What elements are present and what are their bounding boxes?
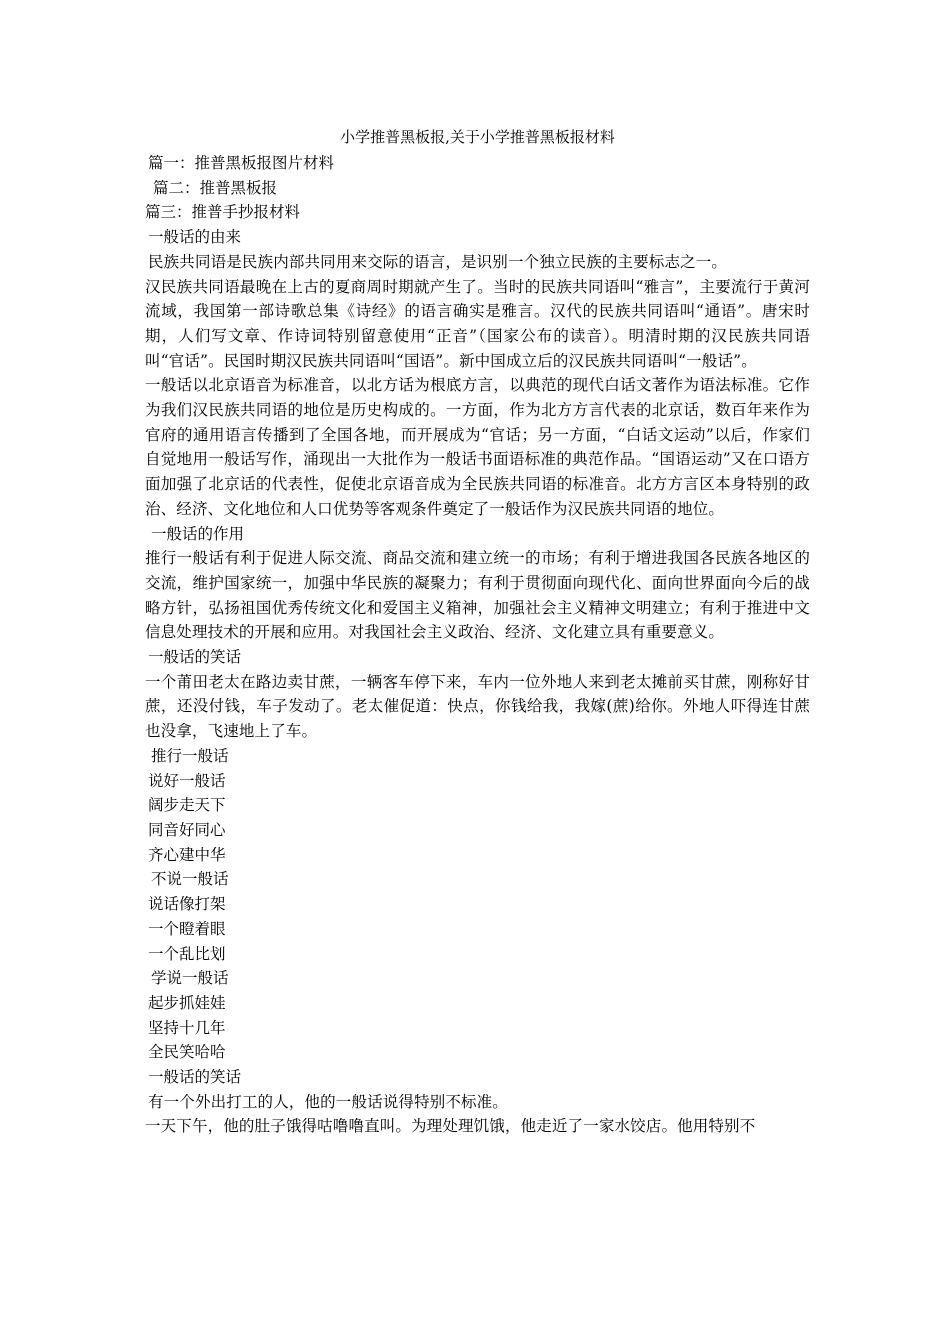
heading-part-3: 篇三：推普手抄报材料 <box>145 203 301 222</box>
verse-line: 推行一般话 <box>151 746 229 765</box>
heading-part-1: 篇一：推普黑板报图片材料 <box>148 154 335 172</box>
verse-line: 学说一般话 <box>151 969 229 988</box>
verse-line: 说话像打架 <box>148 895 226 914</box>
verse-line: 一个瞪着眼 <box>148 919 226 938</box>
heading-part-2: 篇二：推普黑板报 <box>153 178 278 197</box>
verse-line: 坚持十几年 <box>148 1018 226 1037</box>
verse-line: 同音好同心 <box>148 820 226 839</box>
section-heading-origin: 一般话的由来 <box>148 228 242 247</box>
section-heading-function: 一般话的作用 <box>151 524 245 543</box>
paragraph-function-1: 推行一般话有利于促进人际交流、商品交流和建立统一的市场；有利于增进我国各民族各地区的交流，维护国家统一，加强中华民族的凝聚力；有利于贯彻面向现代化、面向世界面向今后的战略方针，弘扬祖国优秀传统文化和爱国主义箱神，加强社会主义精神文明建立；有利于推进中文信息处理技术的开展和应用。对我国社会主义政治、经济、文化建立具有重要意义。 <box>145 549 810 642</box>
section-heading-joke: 一般话的笑话 <box>148 648 242 667</box>
section-heading-joke-2: 一般话的笑话 <box>148 1068 242 1087</box>
paragraph-joke-2-1: 有一个外出打工的人，他的一般话说得特别不标准。 <box>148 1092 508 1111</box>
paragraph-joke-1: 一个莆田老太在路边卖甘蔗，一辆客车停下来，车内一位外地人来到老太摊前买甘蔗，刚称好甘蔗，还没付钱，车子发动了。老太催促道：快点，你钱给我，我嫁(蔗)给你。外地人吓得连甘蔗也没拿，飞速地上了车。 <box>145 672 810 741</box>
verse-line: 说好一般话 <box>148 771 226 790</box>
paragraph-origin-2: 汉民族共同语最晚在上古的夏商周时期就产生了。当时的民族共同语叫“雅言”，主要流行于黄河流域，我国第一部诗歌总集《诗经》的语言确实是雅言。汉代的民族共同语叫“通语”。唐宋时期，人们写文章、作诗词特别留意使用“正音”（国家公布的读音）。明清时期的汉民族共同语叫“官话”。民国时期汉民族共同语叫“国语”。新中国成立后的汉民族共同语叫“一般话”。 <box>145 277 810 370</box>
verse-line: 全民笑哈哈 <box>148 1043 226 1062</box>
verse-line: 起步抓娃娃 <box>148 993 226 1012</box>
paragraph-joke-2-2: 一天下午，他的肚子饿得咕噜噜直叫。为理处理饥饿，他走近了一家水饺店。他用特别不 <box>145 1117 756 1136</box>
verse-line: 齐心建中华 <box>148 845 226 864</box>
document-page <box>145 125 810 1139</box>
paragraph-origin-1: 民族共同语是民族内部共同用来交际的语言，是识别一个独立民族的主要标志之一。 <box>148 252 728 271</box>
verse-line: 不说一般话 <box>151 870 229 889</box>
verse-line: 一个乱比划 <box>148 944 226 963</box>
verse-block <box>145 744 810 1065</box>
paragraph-origin-3: 一般话以北京语音为标准音，以北方话为根底方言，以典范的现代白话文著作为语法标准。它作为我们汉民族共同语的地位是历史构成的。一方面，作为北方方言代表的北京话，数百年来作为官府的通用语言传播到了全国各地，而开展成为“官话；另一方面，“白话文运动”以后，作家们自觉地用一般话写作，涌现出一大批作为一般话书面语标准的典范作品。“国语运动”又在口语方面加强了北京话的代表性，促使北京语音成为全民族共同语的标准音。北方方言区本身特别的政治、经济、文化地位和人口优势等客观条件奠定了一般话作为汉民族共同语的地位。 <box>145 376 810 518</box>
document-title: 小学推普黑板报,关于小学推普黑板报材料 <box>340 128 615 146</box>
verse-line: 阔步走天下 <box>148 796 226 815</box>
